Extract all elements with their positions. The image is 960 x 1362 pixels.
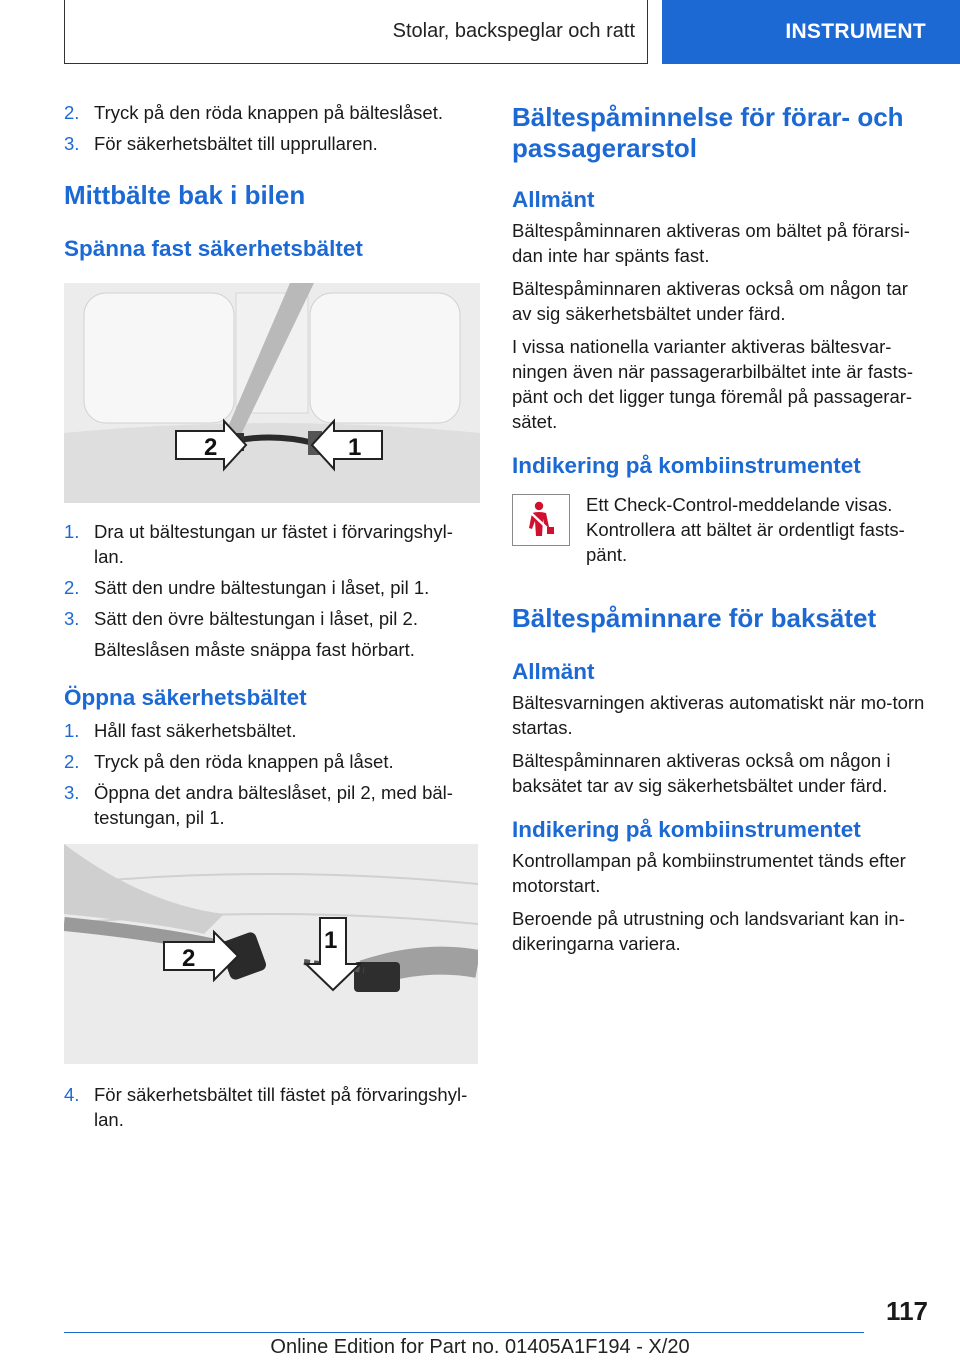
- list-item: [64, 718, 480, 743]
- heading-mittbalte: Mittbälte bak i bilen: [64, 180, 306, 210]
- note-fasten: Bälteslåsen måste snäppa fast hörbart.: [94, 639, 415, 660]
- list-text: För säkerhetsbältet till upprullaren.: [94, 133, 378, 154]
- page-number: 117: [886, 1296, 928, 1326]
- list-item: [64, 780, 480, 830]
- list-text: Håll fast säkerhetsbältet.: [94, 720, 297, 741]
- indicator-block: [512, 492, 928, 567]
- seatbelt-warning-icon: [512, 494, 570, 546]
- figure-open-belt: [64, 844, 478, 1064]
- arrow-label-2: 2: [182, 945, 196, 972]
- right-column: [512, 100, 928, 964]
- heading-indicator: Indikering på kombiinstrumentet: [512, 817, 861, 842]
- list-item: [64, 519, 480, 569]
- list-text: Sätt den undre bältestungan i låset, pil 1.: [94, 577, 430, 598]
- list-text: För säkerhetsbältet till fästet på förvaringshyl-lan.: [94, 1084, 468, 1130]
- list-number: 2.: [64, 751, 80, 772]
- list-item: [64, 1082, 480, 1132]
- heading-general: Allmänt: [512, 187, 595, 212]
- list-text: Dra ut bältestungan ur fästet i förvaringshyl-lan.: [94, 521, 453, 567]
- buckle-closeup-illustration: [64, 844, 478, 1064]
- paragraph: Bältesvarningen aktiveras automatiskt när mo-torn startas.: [512, 692, 925, 738]
- list-number: 2.: [64, 102, 80, 123]
- heading-seatbelt-reminder-front: Bältespåminnelse för förar- och passagerarstol: [512, 102, 904, 163]
- list-text: Tryck på den röda knappen på bälteslåset.: [94, 102, 443, 123]
- heading-indicator: Indikering på kombiinstrumentet: [512, 453, 861, 478]
- arrow-label-2: 2: [204, 434, 218, 461]
- list-item: [64, 749, 480, 774]
- list-number: 3.: [64, 782, 80, 803]
- list-item: [64, 131, 480, 156]
- list-item: [64, 606, 480, 631]
- paragraph: Bältespåminnaren aktiveras också om någon tar av sig säkerhetsbältet under färd.: [512, 278, 908, 324]
- paragraph: Beroende på utrustning och landsvariant kan in-dikeringarna variera.: [512, 908, 905, 954]
- heading-fasten: Spänna fast säkerhetsbältet: [64, 236, 363, 261]
- header-section-label: Stolar, backspeglar och ratt: [392, 20, 635, 42]
- arrow-label-1: 1: [348, 434, 362, 461]
- header-chapter-tab[interactable]: [662, 0, 960, 64]
- list-number: 4.: [64, 1084, 80, 1105]
- rear-seat-illustration: [64, 283, 480, 503]
- header-chapter-label: INSTRUMENT: [785, 20, 926, 43]
- left-column: [64, 100, 480, 1138]
- paragraph: I vissa nationella varianter aktiveras bältesvar-ningen även när passagerarbilbältet inte är fasts-pänt och det ligger tunga föremål på passagerar-sätet.: [512, 336, 914, 432]
- arrow-label-1: 1: [324, 927, 338, 954]
- paragraph: Kontrollampan på kombiinstrumentet tänds efter motorstart.: [512, 850, 906, 896]
- list-item: [64, 575, 480, 600]
- list-text: Tryck på den röda knappen på låset.: [94, 751, 394, 772]
- list-text: Sätt den övre bältestungan i låset, pil 2.: [94, 608, 418, 629]
- list-text: Öppna det andra bälteslåset, pil 2, med bäl-testungan, pil 1.: [94, 782, 453, 828]
- paragraph: Bältespåminnaren aktiveras om bältet på förarsi-dan inte har spänts fast.: [512, 220, 910, 266]
- heading-general: Allmänt: [512, 659, 595, 684]
- list-number: 2.: [64, 577, 80, 598]
- heading-seatbelt-reminder-rear: Bältespåminnare för baksätet: [512, 603, 877, 633]
- indicator-text: Ett Check-Control-meddelande visas. Kontrollera att bältet är ordentligt fasts-pänt.: [586, 494, 905, 565]
- footer-divider: [64, 1332, 864, 1333]
- paragraph: Bältespåminnaren aktiveras också om någon i baksätet tar av sig säkerhetsbältet under färd.: [512, 750, 891, 796]
- list-number: 1.: [64, 521, 80, 542]
- header-section-title: [64, 0, 648, 64]
- list-number: 3.: [64, 133, 80, 154]
- list-number: 3.: [64, 608, 80, 629]
- list-item: [64, 100, 480, 125]
- figure-fasten-belt: [64, 283, 480, 503]
- heading-open: Öppna säkerhetsbältet: [64, 685, 307, 710]
- footer-edition: Online Edition for Part no. 01405A1F194 - X/20: [270, 1336, 690, 1358]
- list-number: 1.: [64, 720, 80, 741]
